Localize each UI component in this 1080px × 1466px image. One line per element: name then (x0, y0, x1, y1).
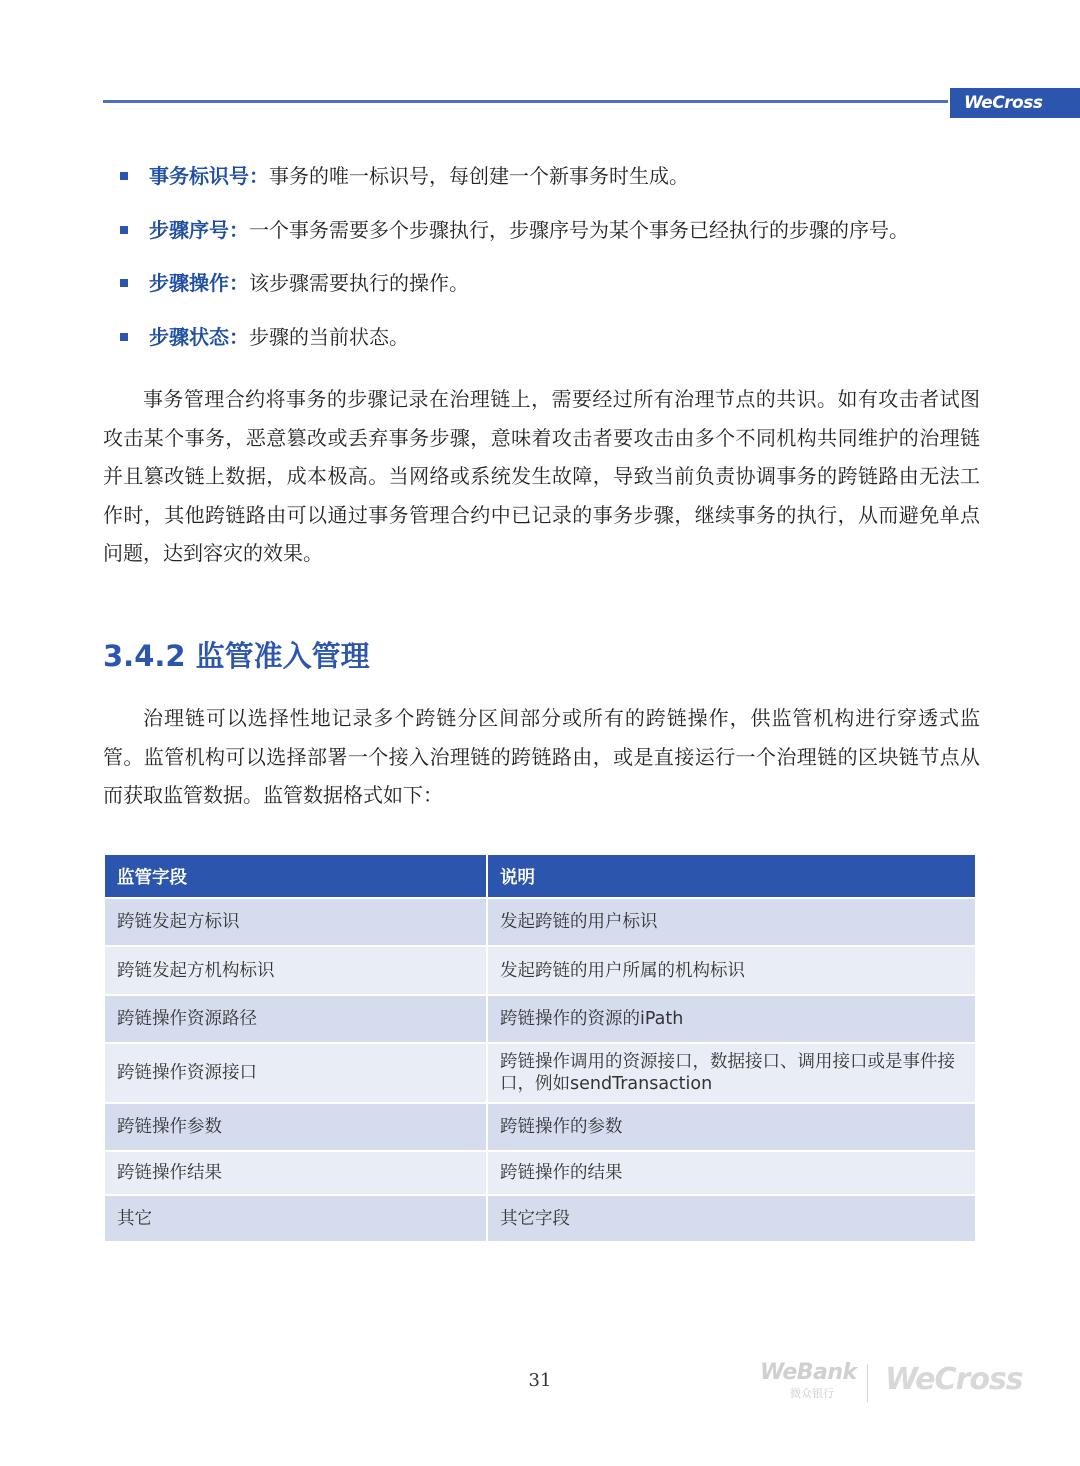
square-bullet-icon (120, 226, 128, 234)
table-cell: 跨链操作的参数 (487, 1103, 975, 1151)
column-header: 监管字段 (105, 855, 487, 898)
table-cell: 跨链发起方机构标识 (105, 946, 487, 995)
list-item (120, 317, 1000, 371)
square-bullet-icon (120, 279, 128, 287)
table-cell: 发起跨链的用户所属的机构标识 (487, 946, 975, 995)
table-row (105, 995, 975, 1043)
table-cell: 跨链操作的资源的iPath (487, 995, 975, 1043)
footer-divider (867, 1364, 868, 1402)
body-paragraph: 事务管理合约将事务的步骤记录在治理链上，需要经过所有治理节点的共识。如有攻击者试图攻击某个事务，恶意篡改或丢弃事务步骤，意味着攻击者要攻击由多个不同机构共同维护的治理链并且篡改链上数据，成本极高。当网络或系统发生故障，导致当前负责协调事务的跨链路由无法工作时，其他跨链路由可以通过事务管理合约中已记录的事务步骤，继续事务的执行，从而避免单点问题，达到容灾的效果。 (103, 387, 980, 565)
table-cell: 跨链操作资源路径 (105, 995, 487, 1043)
table-cell: 跨链发起方标识 (105, 898, 487, 946)
body-paragraph: 治理链可以选择性地记录多个跨链分区间部分或所有的跨链操作，供监管机构进行穿透式监管。监管机构可以选择部署一个接入治理链的跨链路由，或是直接运行一个治理链的区块链节点从而获取监管数据。监管数据格式如下： (103, 706, 980, 807)
list-item (120, 210, 1000, 264)
bullet-term: 事务标识号： (149, 164, 269, 188)
page-number: 31 (528, 1370, 552, 1391)
table-row (105, 1151, 975, 1195)
webank-logo: WeBank (760, 1360, 857, 1385)
table-cell: 跨链操作资源接口 (105, 1043, 487, 1103)
table-cell: 其它字段 (487, 1195, 975, 1241)
table-cell: 跨链操作的结果 (487, 1151, 975, 1195)
table-cell: 其它 (105, 1195, 487, 1241)
bullet-term: 步骤状态： (149, 324, 249, 349)
square-bullet-icon (120, 172, 128, 180)
table-cell: 跨链操作参数 (105, 1103, 487, 1151)
table-cell: 跨链操作调用的资源接口，数据接口、调用接口或是事件接口，例如sendTransaction (487, 1043, 975, 1103)
table-row (105, 1195, 975, 1241)
bullet-text: 事务的唯一标识号，每创建一个新事务时生成。 (269, 164, 689, 188)
table-row (105, 898, 975, 946)
table-row (105, 1103, 975, 1151)
bullet-list (120, 156, 1000, 370)
wecross-footer-logo: WeCross (885, 1362, 1023, 1397)
bullet-text: 一个事务需要多个步骤执行，步骤序号为某个事务已经执行的步骤的序号。 (249, 217, 909, 242)
footer-logos (760, 1358, 1050, 1408)
table-row (105, 946, 975, 995)
bullet-text: 步骤的当前状态。 (249, 324, 409, 349)
bullet-text: 该步骤需要执行的操作。 (249, 271, 469, 295)
bullet-term: 步骤序号： (149, 217, 249, 242)
wecross-logo: WeCross (950, 88, 1080, 118)
list-item (120, 263, 1000, 317)
regulation-fields-table (105, 855, 975, 1241)
webank-chinese-name: 微众银行 (790, 1387, 834, 1400)
table-cell: 跨链操作结果 (105, 1151, 487, 1195)
header-rule (103, 100, 948, 103)
column-header: 说明 (487, 855, 975, 898)
section-heading: 3.4.2 监管准入管理 (103, 639, 370, 673)
table-cell: 发起跨链的用户标识 (487, 898, 975, 946)
table-header-row (105, 855, 975, 898)
list-item (120, 156, 1000, 210)
square-bullet-icon (120, 333, 128, 341)
bullet-term: 步骤操作： (149, 271, 249, 295)
table-row (105, 1043, 975, 1103)
